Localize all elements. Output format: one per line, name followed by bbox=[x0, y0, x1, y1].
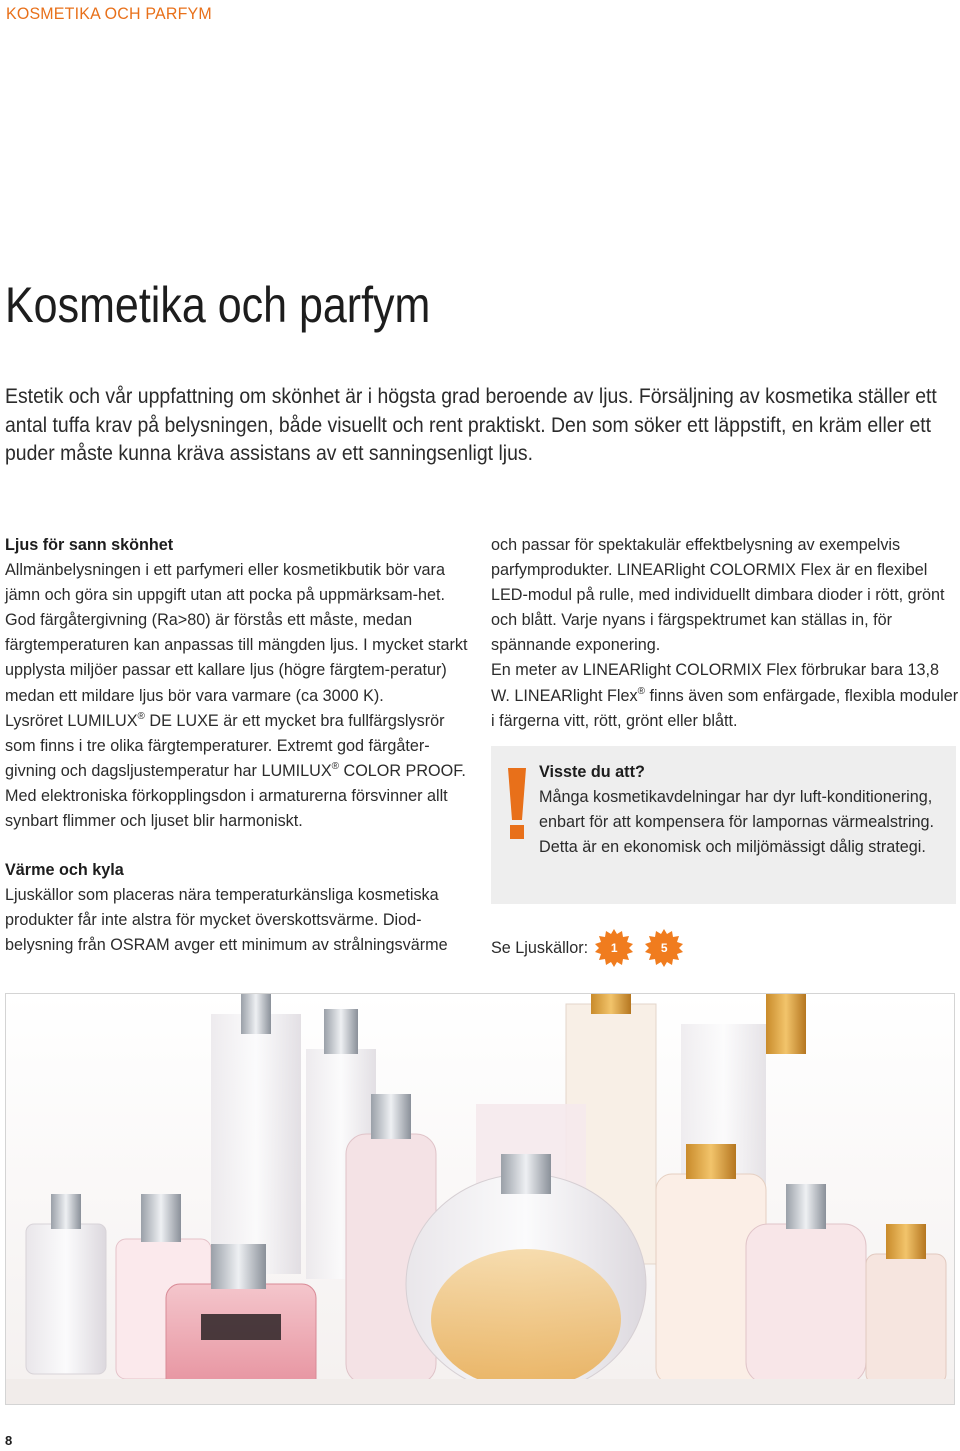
perfume-bottles-illustration bbox=[6, 994, 954, 1404]
source-badge-1[interactable]: 1 bbox=[594, 928, 634, 968]
paragraph-general-lighting: Allmänbelysningen i ett parfymeri eller kosmetikbutik bör vara jämn och göra sin uppgift utan att pocka på uppmärksam-het. God färgåtergivning (Ra>80) är förstås ett måste, medan färgtemperaturen kan anpassas till mängden ljus. I mycket starkt upplysta miljöer passar ett kallare ljus (högre färgtem-peratur) medan ett mildare ljus bör vara varmare (ca 3000 K). bbox=[5, 561, 468, 705]
sources-label: Se Ljuskällor: bbox=[491, 938, 589, 957]
intro-paragraph: Estetik och vår uppfattning om skönhet är i högsta grad beroende av ljus. Försäljning av kosmetika ställer ett antal tuffa krav på belysningen, både visuellt och rent praktiskt. Den som söker ett läppstift, en kräm eller ett puder måste kunna kräva assistans av ett sanningsenligt ljus. bbox=[5, 385, 937, 465]
perfume-bottles-photo bbox=[5, 993, 955, 1405]
did-you-know-box bbox=[491, 746, 956, 904]
right-column bbox=[491, 533, 960, 734]
section-heading-heat: Värme och kyla bbox=[5, 861, 124, 880]
left-column bbox=[5, 533, 475, 959]
source-badge-5[interactable]: 5 bbox=[644, 928, 684, 968]
paragraph-linearlight: En meter av LINEARlight COLORMIX Flex förbrukar bara 13,8 W. LINEARlight Flex® finns även som enfärgade, flexibla moduler i färgerna vitt, rött, grönt eller blått. bbox=[491, 661, 959, 730]
paragraph-led: och passar för spektakulär effektbelysning av exempelvis parfymprodukter. LINEARlight COLORMIX Flex är en flexibel LED-modul på rulle, med individuellt dimbara dioder i rött, grönt och blått. Varje nyans i färgspektrumet kan ställas in, för spännande exponering. bbox=[491, 536, 945, 655]
did-you-know-heading: Visste du att? bbox=[539, 763, 645, 781]
section-heading-beauty: Ljus för sann skönhet bbox=[5, 536, 174, 554]
did-you-know-body: Många kosmetikavdelningar har dyr luft-konditionering, enbart för att kompensera för lampornas värmealstring. Detta är en ekonomisk och miljömässigt dålig strategi. bbox=[539, 788, 934, 856]
paragraph-lumilux: Lysröret LUMILUX® DE LUXE är ett mycket bra fullfärgslysrör som finns i tre olika färgtemperaturer. Extremt god färgåter-givning och dagsljustemperatur har LUMILUX® COLOR PROOF. Med elektroniska förkopplingsdon i armaturerna försvinner allt synbart flimmer och ljuset blir harmoniskt. bbox=[5, 710, 466, 831]
page-number: 8 bbox=[5, 1433, 13, 1448]
exclamation-icon bbox=[499, 752, 535, 842]
paragraph-heat: Ljuskällor som placeras nära temperaturkänsliga kosmetiska produkter får inte alstra för mycket överskottsvärme. Diod-belysning från OSRAM avger ett minimum av strålningsvärme bbox=[5, 886, 448, 955]
page-title: Kosmetika och parfym bbox=[5, 277, 431, 333]
section-tag: KOSMETIKA OCH PARFYM bbox=[6, 4, 212, 23]
light-sources-reference bbox=[491, 928, 684, 968]
